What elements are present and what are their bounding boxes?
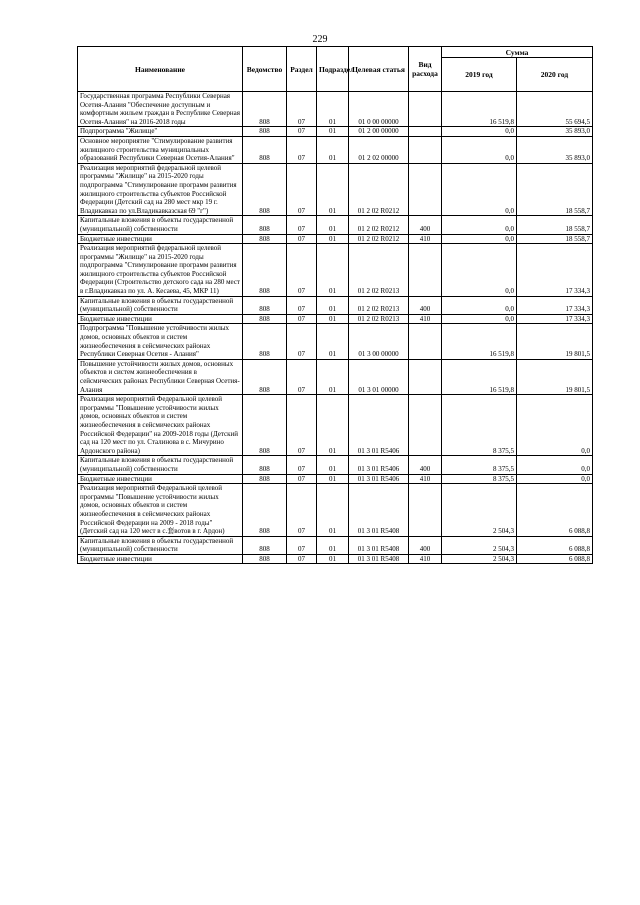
row-exp-type (409, 127, 442, 137)
row-target: 01 2 02 00000 (349, 136, 409, 163)
row-exp-type: 400 (409, 296, 442, 314)
row-section: 07 (287, 314, 317, 324)
row-section: 07 (287, 136, 317, 163)
row-exp-type (409, 484, 442, 537)
row-sum-2020: 6 088,8 (517, 484, 593, 537)
row-sum-2019: 0,0 (442, 127, 517, 137)
row-dept: 808 (243, 456, 287, 474)
header-section: Раздел (287, 47, 317, 92)
table-row (78, 163, 593, 216)
row-target: 01 2 00 00000 (349, 127, 409, 137)
row-dept: 808 (243, 216, 287, 234)
row-exp-type: 410 (409, 314, 442, 324)
row-exp-type: 400 (409, 456, 442, 474)
table-row (78, 395, 593, 456)
header-exp-type: Вид расхода (409, 47, 442, 92)
row-subsection: 01 (317, 456, 349, 474)
row-target: 01 3 01 R5406 (349, 456, 409, 474)
table-row (78, 314, 593, 324)
row-dept: 808 (243, 92, 287, 127)
row-sum-2020: 17 334,3 (517, 314, 593, 324)
row-sum-2019: 16 519,8 (442, 92, 517, 127)
row-sum-2020: 55 694,5 (517, 92, 593, 127)
row-section: 07 (287, 456, 317, 474)
table-row (78, 359, 593, 394)
row-dept: 808 (243, 136, 287, 163)
row-exp-type: 410 (409, 234, 442, 244)
row-sum-2020: 17 334,3 (517, 244, 593, 297)
row-exp-type (409, 163, 442, 216)
row-sum-2020: 0,0 (517, 474, 593, 484)
row-target: 01 3 01 R5406 (349, 474, 409, 484)
row-name: Бюджетные инвестиции (78, 314, 243, 324)
row-name: Капитальные вложения в объекты государственной (муниципальной) собственности (78, 296, 243, 314)
row-exp-type: 400 (409, 536, 442, 554)
row-sum-2019: 0,0 (442, 163, 517, 216)
row-dept: 808 (243, 234, 287, 244)
row-sum-2019: 16 519,8 (442, 359, 517, 394)
row-sum-2020: 0,0 (517, 395, 593, 456)
row-section: 07 (287, 244, 317, 297)
row-name: Реализация мероприятий Федеральной целевой программы "Повышение устойчивости жилых домов, основных объектов и систем жизнеобеспечения в сейсмических районах Российской Федерации" на 2009-2018 годы (Детский сад на 120 мест по ул. Сталинова в с. Мичурино Ардонского района) (78, 395, 243, 456)
row-subsection: 01 (317, 163, 349, 216)
row-sum-2019: 2 504,3 (442, 484, 517, 537)
row-name: Реализация мероприятий федеральной целевой программы "Жилище" на 2015-2020 годы подпрограмма "Стимулирование программ развития жилищного строительства субъектов Российской Федерации (Строительство детского сада на 280 мест в г.Владикавказ по ул. А. Кесаева, 45, МКР 11) (78, 244, 243, 297)
row-section: 07 (287, 234, 317, 244)
row-subsection: 01 (317, 127, 349, 137)
row-exp-type (409, 244, 442, 297)
row-section: 07 (287, 554, 317, 564)
row-dept: 808 (243, 359, 287, 394)
row-section: 07 (287, 127, 317, 137)
row-sum-2020: 18 558,7 (517, 163, 593, 216)
row-target: 01 3 01 R5406 (349, 395, 409, 456)
row-target: 01 2 02 R0213 (349, 296, 409, 314)
table-row (78, 92, 593, 127)
row-name: Бюджетные инвестиции (78, 234, 243, 244)
row-target: 01 2 02 R0213 (349, 244, 409, 297)
row-sum-2020: 18 558,7 (517, 216, 593, 234)
row-section: 07 (287, 92, 317, 127)
row-dept: 808 (243, 554, 287, 564)
row-sum-2019: 2 504,3 (442, 536, 517, 554)
row-subsection: 01 (317, 296, 349, 314)
row-sum-2019: 0,0 (442, 244, 517, 297)
row-exp-type: 410 (409, 554, 442, 564)
row-name: Подпрограмма "Повышение устойчивости жилых домов, основных объектов и систем жизнеобеспечения в сейсмических районах Республики Северная Осетия - Алания" (78, 324, 243, 359)
row-subsection: 01 (317, 136, 349, 163)
row-sum-2020: 19 801,5 (517, 359, 593, 394)
row-subsection: 01 (317, 554, 349, 564)
row-name: Основное мероприятие "Стимулирование развития жилищного строительства муниципальных образований Республики Северная Осетия-Алания" (78, 136, 243, 163)
table-row (78, 244, 593, 297)
row-sum-2019: 8 375,5 (442, 456, 517, 474)
row-subsection: 01 (317, 92, 349, 127)
row-dept: 808 (243, 314, 287, 324)
row-subsection: 01 (317, 216, 349, 234)
row-exp-type (409, 92, 442, 127)
row-section: 07 (287, 216, 317, 234)
row-name: Реализация мероприятий федеральной целевой программы "Жилище" на 2015-2020 годы подпрограмма "Стимулирование программ развития жилищного строительства субъектов Российской Федерации (Детский сад на 280 мест мкр 19 г. Владикавказ по ул.Владикавказская 69 "г") (78, 163, 243, 216)
row-target: 01 2 02 R0212 (349, 163, 409, 216)
row-dept: 808 (243, 244, 287, 297)
row-subsection: 01 (317, 395, 349, 456)
row-name: Подпрограмма "Жилище" (78, 127, 243, 137)
row-sum-2020: 17 334,3 (517, 296, 593, 314)
row-exp-type (409, 359, 442, 394)
table-row (78, 554, 593, 564)
row-subsection: 01 (317, 324, 349, 359)
row-sum-2019: 8 375,5 (442, 395, 517, 456)
header-subsection: Подраздел (317, 47, 349, 92)
table-row (78, 127, 593, 137)
row-sum-2019: 0,0 (442, 216, 517, 234)
row-sum-2020: 35 893,0 (517, 127, 593, 137)
row-section: 07 (287, 163, 317, 216)
row-exp-type (409, 136, 442, 163)
row-subsection: 01 (317, 234, 349, 244)
row-sum-2020: 6 088,8 (517, 554, 593, 564)
row-section: 07 (287, 324, 317, 359)
row-name: Бюджетные инвестиции (78, 554, 243, 564)
row-subsection: 01 (317, 536, 349, 554)
row-exp-type (409, 395, 442, 456)
row-section: 07 (287, 296, 317, 314)
row-name: Капитальные вложения в объекты государственной (муниципальной) собственности (78, 536, 243, 554)
row-sum-2019: 0,0 (442, 234, 517, 244)
row-name: Государственная программа Республики Северная Осетия-Алания "Обеспечение доступным и комфортным жильем граждан в Республике Северная Осетия-Алания" на 2016-2018 годы (78, 92, 243, 127)
row-dept: 808 (243, 296, 287, 314)
row-subsection: 01 (317, 314, 349, 324)
row-sum-2019: 0,0 (442, 314, 517, 324)
row-section: 07 (287, 359, 317, 394)
row-name: Реализация мероприятий Федеральной целевой программы "Повышение устойчивости жилых домов, основных объектов и систем жизнеобеспечения в сейсмических районах Российской Федерации на 2009 - 2018 годы" (Детский сад на 120 мест в с.套вотов в г. Ардон) (78, 484, 243, 537)
row-exp-type: 400 (409, 216, 442, 234)
row-target: 01 0 00 00000 (349, 92, 409, 127)
row-section: 07 (287, 536, 317, 554)
row-name: Капитальные вложения в объекты государственной (муниципальной) собственности (78, 456, 243, 474)
row-sum-2020: 0,0 (517, 456, 593, 474)
table-row (78, 474, 593, 484)
header-name: Наименование (78, 47, 243, 92)
row-dept: 808 (243, 163, 287, 216)
table-body (78, 92, 593, 564)
row-section: 07 (287, 474, 317, 484)
row-target: 01 2 02 R0213 (349, 314, 409, 324)
header-dept: Ведомство (243, 47, 287, 92)
row-name: Повышение устойчивости жилых домов, основных объектов и систем жизнеобеспечения в сейсмических районах Республики Северная Осетия-Алания (78, 359, 243, 394)
header-sum: Сумма (442, 47, 593, 58)
header-target: Целевая статья (349, 47, 409, 92)
row-dept: 808 (243, 395, 287, 456)
table-row (78, 456, 593, 474)
row-dept: 808 (243, 484, 287, 537)
row-section: 07 (287, 395, 317, 456)
row-subsection: 01 (317, 474, 349, 484)
row-dept: 808 (243, 324, 287, 359)
budget-table (77, 46, 593, 564)
row-sum-2020: 19 801,5 (517, 324, 593, 359)
row-name: Капитальные вложения в объекты государственной (муниципальной) собственности (78, 216, 243, 234)
table-row (78, 324, 593, 359)
row-dept: 808 (243, 536, 287, 554)
table-row (78, 234, 593, 244)
row-subsection: 01 (317, 244, 349, 297)
row-target: 01 2 02 R0212 (349, 234, 409, 244)
header-2020: 2020 год (517, 58, 593, 92)
table-row (78, 216, 593, 234)
page-number: 229 (312, 34, 328, 45)
row-target: 01 3 00 00000 (349, 324, 409, 359)
row-sum-2019: 8 375,5 (442, 474, 517, 484)
table-row (78, 296, 593, 314)
row-sum-2019: 0,0 (442, 136, 517, 163)
row-target: 01 2 02 R0212 (349, 216, 409, 234)
row-dept: 808 (243, 127, 287, 137)
header-2019: 2019 год (442, 58, 517, 92)
row-target: 01 3 01 R5408 (349, 554, 409, 564)
row-sum-2019: 0,0 (442, 296, 517, 314)
row-target: 01 3 01 R5408 (349, 536, 409, 554)
row-exp-type (409, 324, 442, 359)
row-dept: 808 (243, 474, 287, 484)
row-sum-2019: 2 504,3 (442, 554, 517, 564)
row-target: 01 3 01 00000 (349, 359, 409, 394)
row-name: Бюджетные инвестиции (78, 474, 243, 484)
row-sum-2020: 18 558,7 (517, 234, 593, 244)
row-exp-type: 410 (409, 474, 442, 484)
table-row (78, 136, 593, 163)
row-sum-2019: 16 519,8 (442, 324, 517, 359)
row-subsection: 01 (317, 359, 349, 394)
row-sum-2020: 6 088,8 (517, 536, 593, 554)
row-sum-2020: 35 893,0 (517, 136, 593, 163)
row-section: 07 (287, 484, 317, 537)
table-row (78, 484, 593, 537)
row-target: 01 3 01 R5408 (349, 484, 409, 537)
row-subsection: 01 (317, 484, 349, 537)
table-row (78, 536, 593, 554)
